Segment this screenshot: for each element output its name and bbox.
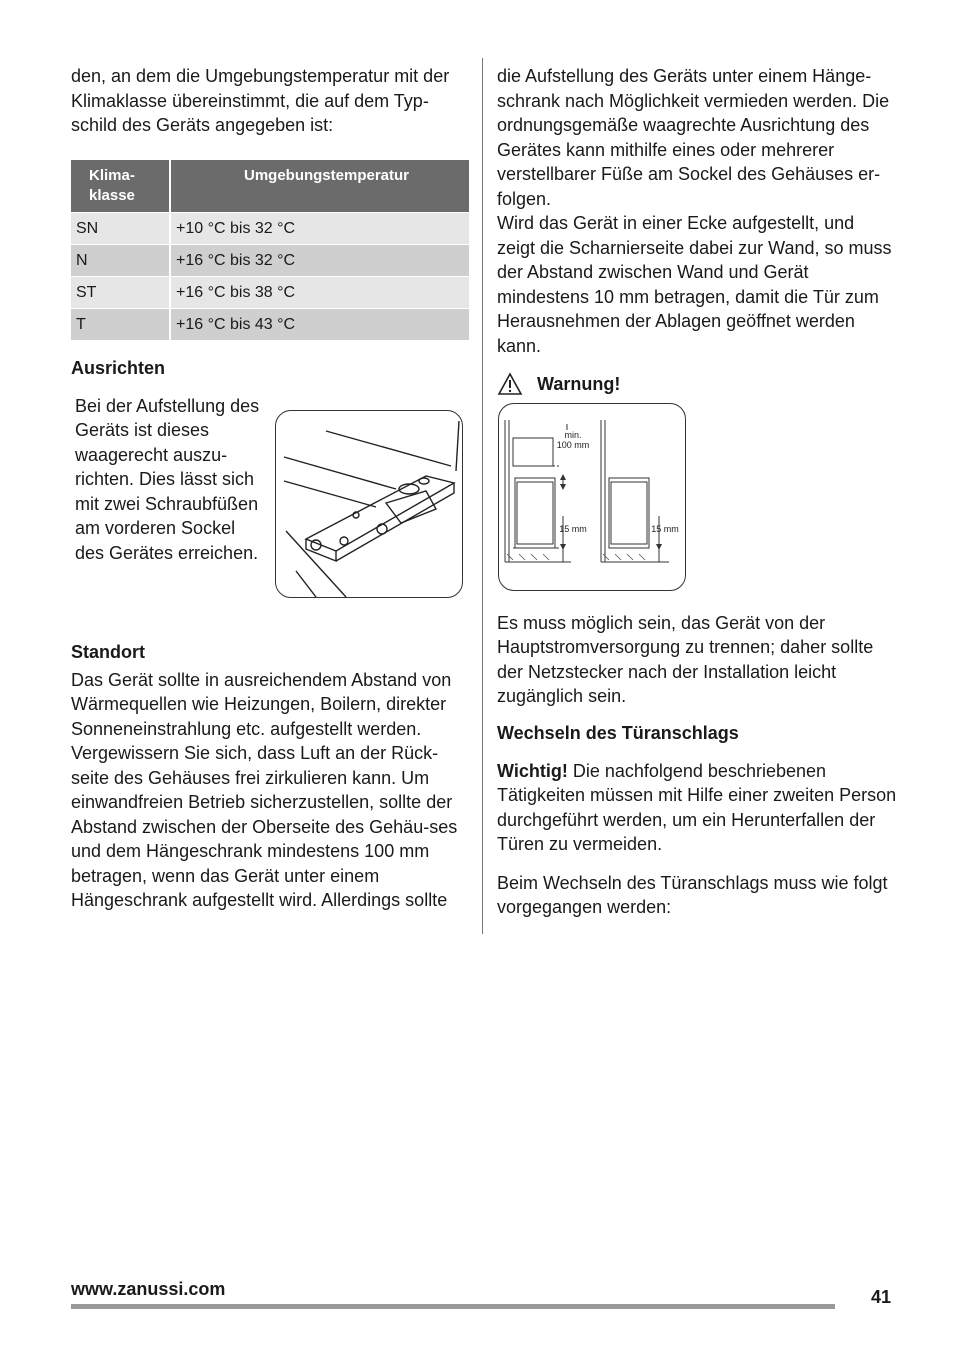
placement-paragraph: die Aufstellung des Geräts unter einem Hänge-schrank nach Möglichkeit vermieden werden. Die ordnungsgemäße waagrechte Ausrichtung des Gerätes kann mithilfe eines oder mehrerer verstellbarer Füße am Sockel des Gehäuses er-folgen. xyxy=(497,66,890,209)
table-row xyxy=(71,212,469,244)
clearance-diagram-section xyxy=(497,403,897,599)
clearance-diagram-drawing xyxy=(499,404,685,590)
standort-paragraph: Das Gerät sollte in ausreichendem Abstand von Wärmequellen wie Heizungen, Boilern, direkter Sonneneinstrahlung etc. aufgestellt werden. Vergewissern Sie sich, dass Luft an der Rück-seite des Gehäuses frei zirkulieren kann. Um einwandfreien Betrieb sicherzustellen, sollte der Abstand zwischen der Oberseite des Gehäu-ses und dem Hängeschrank mindestens 100 mm betragen, wenn das Gerät unter einem Hängeschrank aufgestellt wird. Allerdings sollte xyxy=(71,669,458,910)
header-klimaklasse: Klima- klasse xyxy=(71,160,170,213)
diagram-label-side-gap-right: 15 mm xyxy=(651,523,679,534)
diagram-label-side-gap-left: 15 mm xyxy=(559,523,587,534)
table-cell-class: N xyxy=(71,244,170,276)
important-paragraph xyxy=(497,759,897,857)
diagram-label-top-gap: 100 mm xyxy=(556,439,590,450)
door-reversal-heading: Wechseln des Türanschlags xyxy=(497,722,739,743)
levelling-foot-drawing xyxy=(276,411,462,597)
corner-placement-paragraph: Wird das Gerät in einer Ecke aufgestellt, und zeigt die Scharnierseite dabei zur Wand, so muss der Abstand zwischen Wand und Gerät mindestens 10 mm betragen, damit die Tür zum Herausnehmen der Ablagen geöffnet werden kann. xyxy=(497,213,892,356)
header-umgebungstemperatur: Umgebungstemperatur xyxy=(170,160,469,213)
standort-heading: Standort xyxy=(71,641,145,662)
column-divider xyxy=(482,58,483,934)
left-column xyxy=(71,64,471,913)
footer-rule xyxy=(71,1304,835,1309)
table-cell-class: T xyxy=(71,308,170,340)
clearance-diagram xyxy=(498,403,686,591)
table-header-row xyxy=(71,160,469,213)
warning-label: Warnung! xyxy=(537,374,621,394)
diagram-label-min: min. xyxy=(564,429,582,440)
table-cell-temperature: +10 °C bis 32 °C xyxy=(170,212,469,244)
important-text: Die nachfolgend beschriebenen Tätigkeiten müssen mit Hilfe einer zweiten Person durchgeführt werden, um ein Herunterfallen der Türen zu vermeiden. xyxy=(497,760,897,854)
ausrichten-heading: Ausrichten xyxy=(71,357,166,378)
page-number: 41 xyxy=(871,1287,892,1307)
procedure-intro-paragraph: Beim Wechseln des Türanschlags muss wie folgt vorgegangen werden: xyxy=(497,872,888,917)
warning-row xyxy=(497,372,897,397)
right-column xyxy=(497,64,897,920)
table-cell-temperature: +16 °C bis 32 °C xyxy=(170,244,469,276)
table-row xyxy=(71,308,469,340)
intro-paragraph: den, an dem die Umgebungstemperatur mit der Klimaklasse übereinstimmt, die auf dem Typ-schild des Geräts angegeben ist: xyxy=(71,66,450,135)
table-cell-class: SN xyxy=(71,212,170,244)
footer-url: www.zanussi.com xyxy=(71,1279,226,1299)
table-cell-class: ST xyxy=(71,276,170,308)
table-row xyxy=(71,244,469,276)
ausrichten-paragraph: Bei der Aufstellung des Geräts ist dieses waagerecht auszu-richten. Dies lässt sich mit zwei Schraubfüßen am vorderen Sockel des Gerätes erreichen. xyxy=(75,395,260,563)
power-disconnect-paragraph: Es muss möglich sein, das Gerät von der Hauptstromversorgung zu trennen; daher sollte der Netzstecker nach der Installation leicht zugänglich sein. xyxy=(497,612,874,706)
ausrichten-section xyxy=(71,380,471,612)
warning-triangle-icon xyxy=(497,372,523,396)
important-label: Wichtig! xyxy=(497,760,568,781)
table-row xyxy=(71,276,469,308)
climate-class-table xyxy=(71,160,469,340)
table-cell-temperature: +16 °C bis 38 °C xyxy=(170,276,469,308)
levelling-foot-illustration xyxy=(275,410,463,598)
table-cell-temperature: +16 °C bis 43 °C xyxy=(170,308,469,340)
